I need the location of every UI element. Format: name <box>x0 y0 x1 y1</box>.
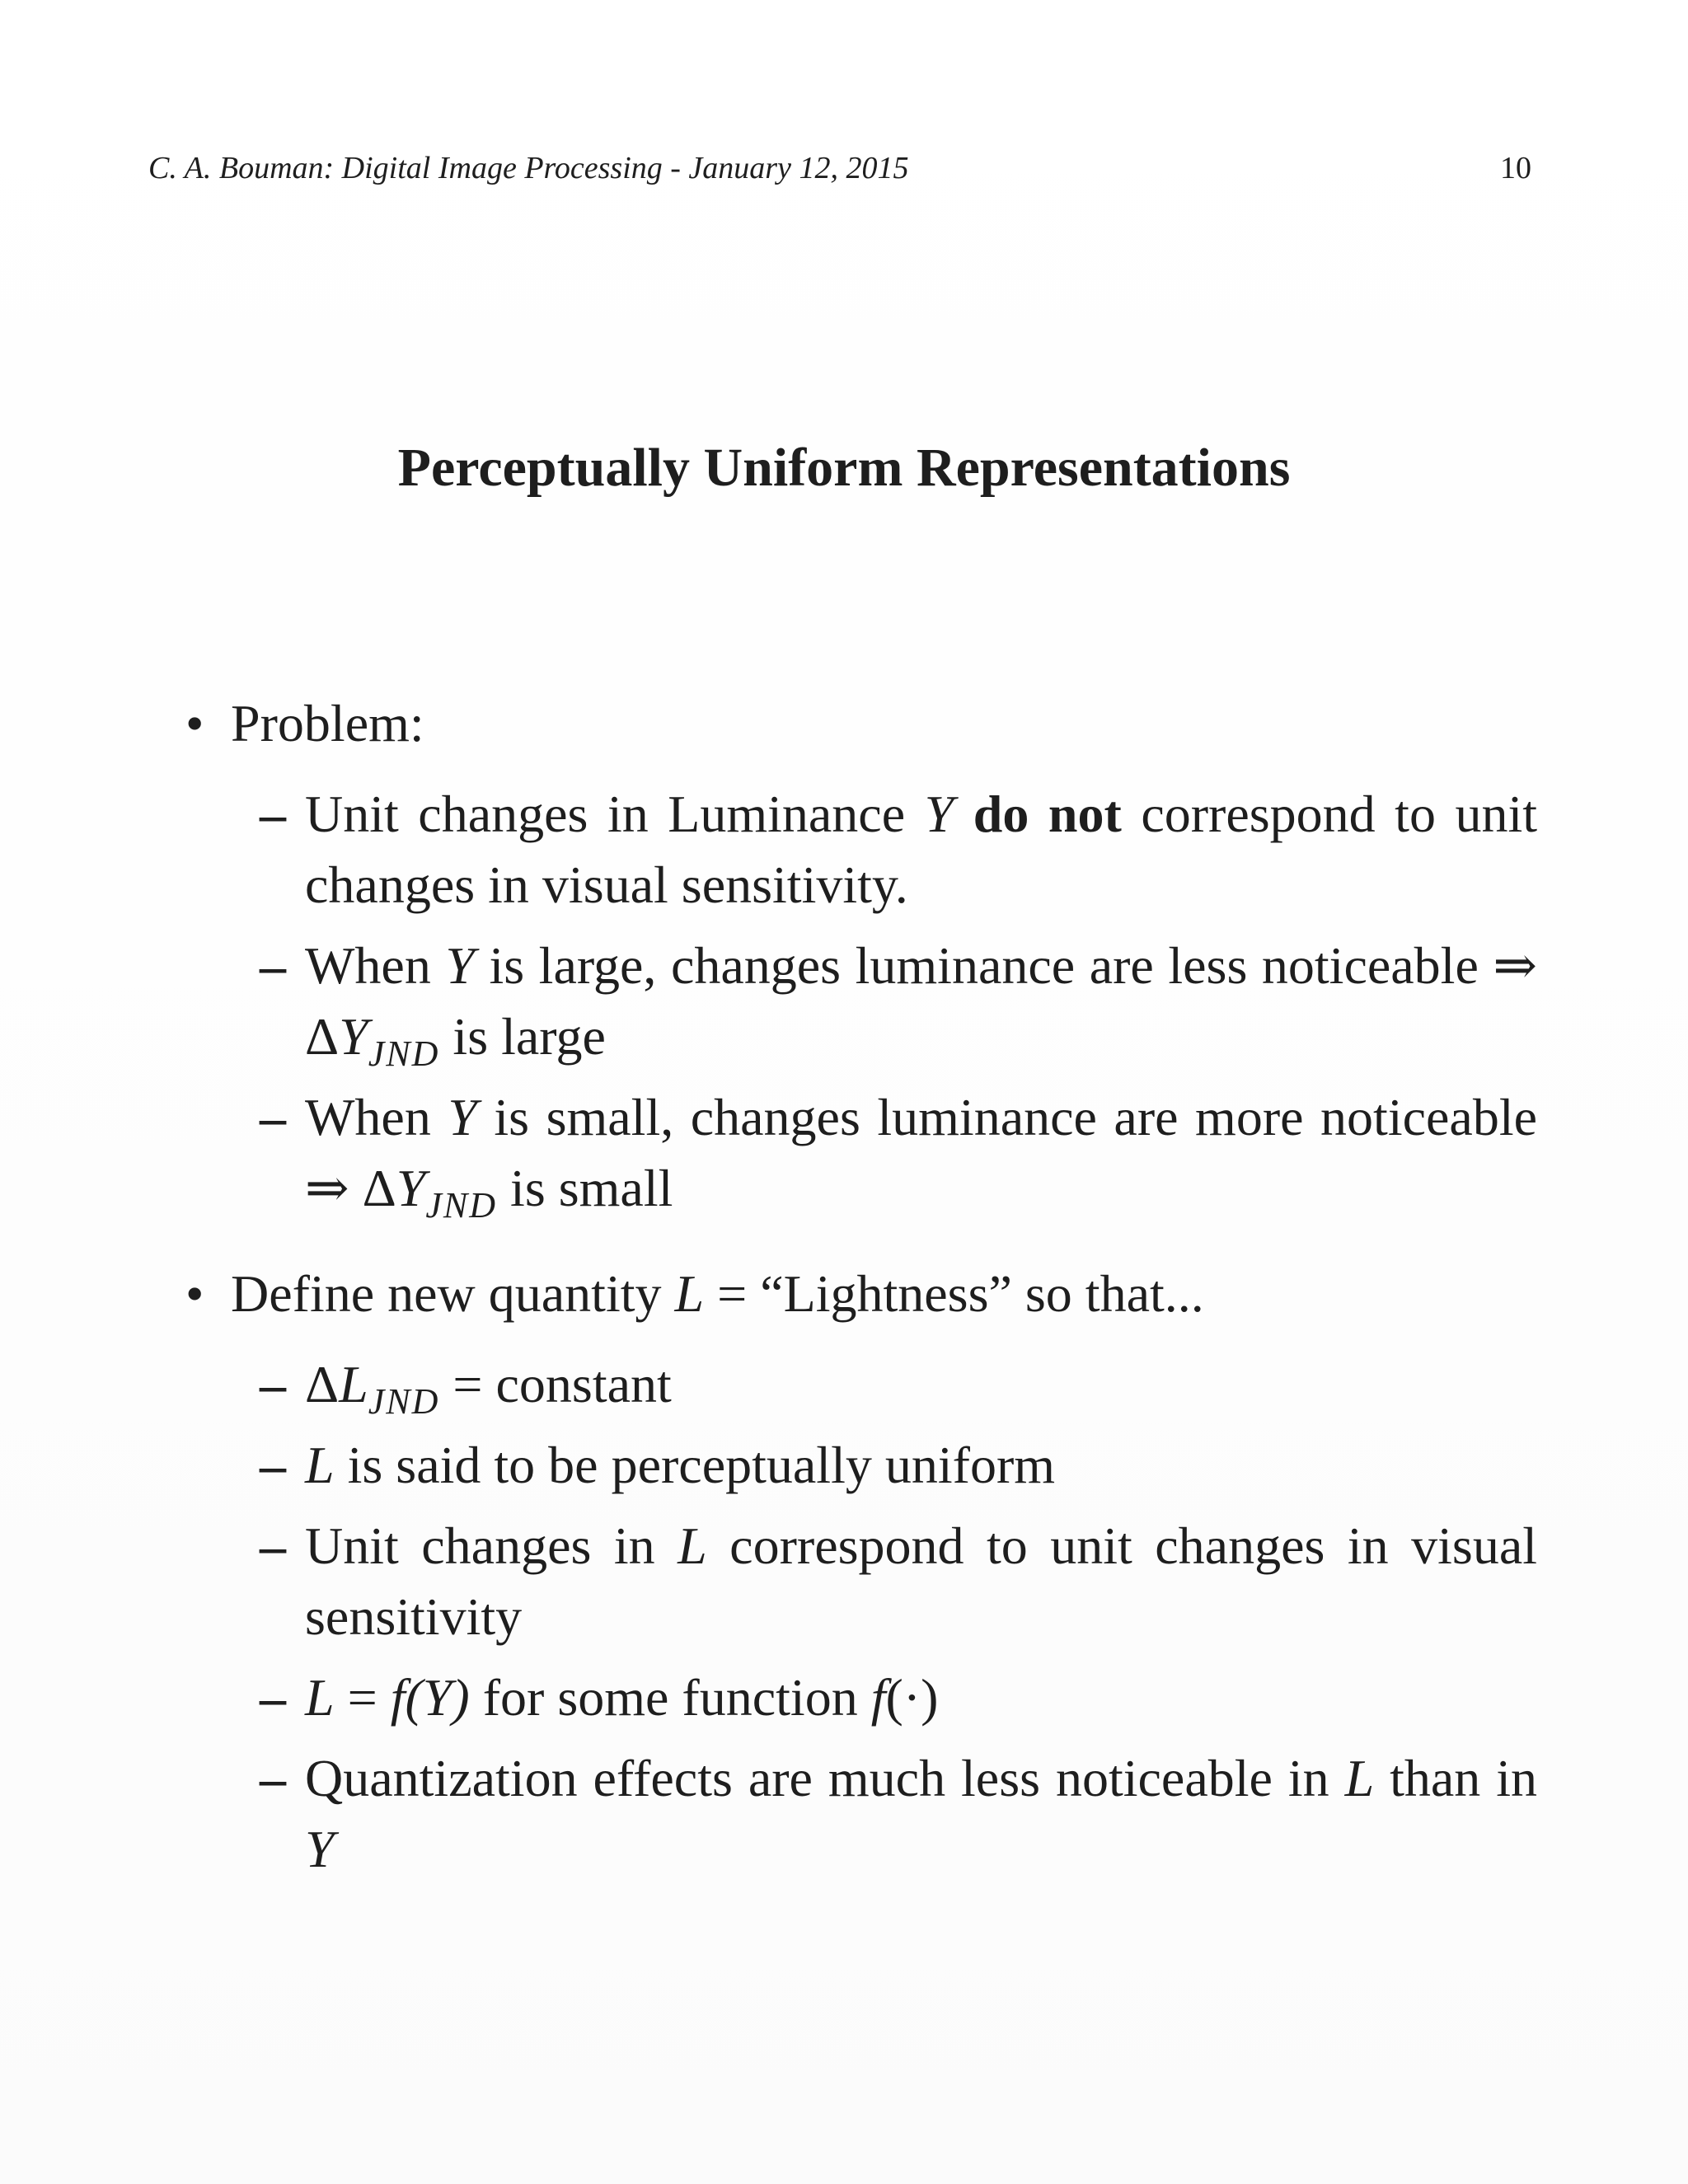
sub-item: – $\Delta L_{JND}$ = constant <box>260 1355 672 1422</box>
bullet-dot: • <box>185 1264 204 1323</box>
sub-item: – Quantization effects are much less noticeable in L than in Y <box>260 1749 1537 1878</box>
sub-item: – When Y is small, changes luminance are more noticeable ⇒ $\Delta Y_{JND}$ is small <box>260 1088 1538 1226</box>
math-var: Y <box>445 936 475 995</box>
emphasis: do not <box>973 785 1122 843</box>
sub-item: – When Y is large, changes luminance are less noticeable ⇒ $\Delta Y_{JND}$ is large <box>260 936 1538 1074</box>
page-header <box>148 150 1540 191</box>
math-var: L <box>678 1516 707 1575</box>
sub-item: – Unit changes in Luminance Y do not correspond to unit changes in visual sensitivity. <box>260 785 1538 914</box>
header-title: C. A. Bouman: Digital Image Processing - January 12, 2015 <box>148 151 909 185</box>
math-var: L <box>305 1668 335 1727</box>
math-var: L <box>1344 1749 1375 1807</box>
sub-item: – L = f(Y) for some function f(·) <box>260 1668 939 1727</box>
bullet-define: • Define new quantity L = “Lightness” so that... <box>185 1258 1537 1329</box>
bullet-label: Problem: <box>231 694 424 752</box>
sub-item: – L is said to be perceptually uniform <box>260 1436 1056 1494</box>
bullet-dot: • <box>185 694 204 752</box>
math-var: L <box>674 1264 705 1323</box>
math-var: L <box>305 1436 335 1494</box>
math-var: Y <box>448 1088 477 1146</box>
math-var: Y <box>924 785 954 843</box>
page-number: 10 <box>1500 151 1531 185</box>
slide-content <box>185 688 1537 1895</box>
math-var: L <box>339 1355 368 1413</box>
sub-item: – Unit changes in L correspond to unit changes in visual sensitivity <box>260 1516 1538 1646</box>
define-subitems <box>260 1349 1537 1885</box>
bullet-problem <box>185 688 1537 759</box>
problem-subitems <box>260 779 1537 1224</box>
math-var: Y <box>305 1820 335 1878</box>
slide-title: Perceptually Uniform Representations <box>397 438 1291 498</box>
